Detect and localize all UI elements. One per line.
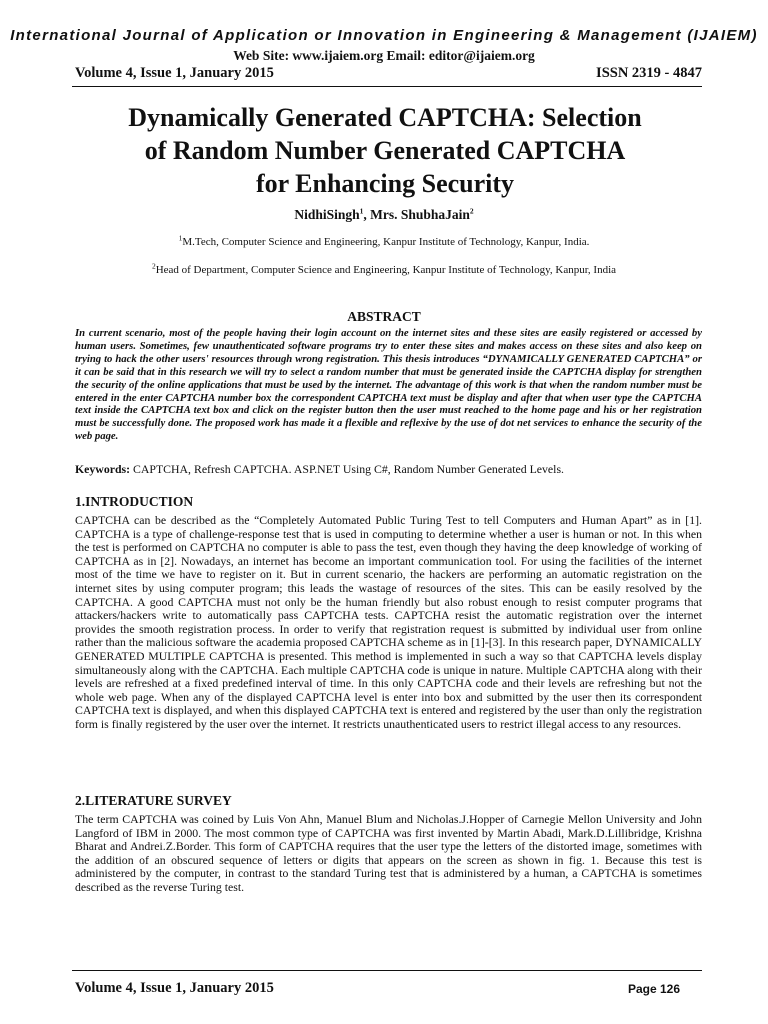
author-2-sup: 2 bbox=[469, 206, 474, 216]
footer-rule bbox=[72, 970, 702, 971]
page-number: Page 126 bbox=[627, 982, 680, 996]
section-heading-introduction: 1.INTRODUCTION bbox=[75, 494, 194, 509]
affiliation-1 bbox=[0, 233, 768, 248]
footer-volume: Volume 4, Issue 1, January 2015 bbox=[75, 980, 274, 996]
title-line-1: Dynamically Generated CAPTCHA: Selection bbox=[128, 103, 642, 132]
title-line-2: of Random Number Generated CAPTCHA bbox=[144, 136, 626, 165]
affiliation-1-text: M.Tech, Computer Science and Engineering, Kanpur Institute of Technology, Kanpur, India. bbox=[182, 236, 590, 248]
author-separator: , bbox=[363, 207, 371, 222]
header-rule bbox=[72, 86, 702, 87]
header-volume: Volume 4, Issue 1, January 2015 bbox=[75, 65, 274, 81]
author-1-sup: 1 bbox=[359, 206, 364, 216]
title-line-3: for Enhancing Security bbox=[255, 169, 515, 198]
author-1: NidhiSingh bbox=[294, 207, 360, 222]
abstract-text: In current scenario, most of the people having their login account on the internet sites and these sites are easily registered or accessed by human users. Sometimes, few unauthenticated software programs try to enter these sites and makes access on these sites and also keep on trying to hack the other users' resources through wrong registration. This thesis introduces “DYNAMICALLY GENERATED CAPTCHA” or it can be said that in this research we will try to select a random number that must be generated inside the CAPTCHA display for strengthen the security of the online applications that must be used by the internet. The advantage of this work is that when the random number must be entered in the enter CAPTCHA number box the correspondent CAPTCHA text must be display and after that when user type the CAPTCHA text inside the CAPTCHA text box and click on the register button then the user must reached to the home page and his or her registration must be successfully done. The proposed work has made it a flexible and reflexive by the use of dot net services to enhance the security of the web page. bbox=[75, 327, 702, 443]
author-list bbox=[0, 207, 768, 223]
author-2: Mrs. ShubhaJain bbox=[370, 207, 470, 222]
keywords-label: Keywords: bbox=[75, 462, 131, 476]
keywords bbox=[75, 462, 702, 476]
section-heading-literature-survey: 2.LITERATURE SURVEY bbox=[75, 793, 232, 808]
journal-website: Web Site: www.ijaiem.org Email: editor@ijaiem.org bbox=[233, 48, 535, 63]
header-issn: ISSN 2319 - 4847 bbox=[596, 65, 702, 81]
section-text-literature-survey: The term CAPTCHA was coined by Luis Von Ahn, Manuel Blum and Nicholas.J.Hopper of Carnegie Mellon University and John Langford of IBM in 2000. The most common type of CAPTCHA was first invented by Martin Abadi, Mark.D.Lillibridge, Krishna Bharat and Andrei.Z.Border. This form of CAPTCHA requires that the user type the letters of the distorted image, sometimes with the addition of an obscured sequence of letters or digits that appears on the screen as shown in fig. 1. Because this test is administered by the computer, in contrast to the standard Turing test that is administered by a human, a CAPTCHA is sometimes described as the reverse Turing test. bbox=[75, 812, 702, 894]
keywords-text: CAPTCHA, Refresh CAPTCHA. ASP.NET Using C#, Random Number Generated Levels. bbox=[130, 462, 564, 476]
affiliation-2 bbox=[0, 261, 768, 276]
affiliation-2-text: Head of Department, Computer Science and Engineering, Kanpur Institute of Technology, Kanpur, India bbox=[155, 264, 617, 276]
paper-title bbox=[60, 101, 710, 200]
affiliation-2-sup: 2 bbox=[151, 261, 156, 271]
journal-name: International Journal of Application or Innovation in Engineering & Management (IJAIEM) bbox=[10, 27, 758, 44]
abstract-heading: ABSTRACT bbox=[347, 309, 421, 324]
affiliation-1-sup: 1 bbox=[178, 233, 183, 243]
section-text-introduction: CAPTCHA can be described as the “Completely Automated Public Turing Test to tell Computers and Human Apart” as in [1]. CAPTCHA is a type of challenge-response test that is used in computing to determine whether a user is human or not. In this when the test is performed on CAPTCHA no computer is able to pass the test, even though they having the deep knowledge of working of CAPTCHA as in [2]. Nowadays, an internet has become an important communication tool. For using the facilities of the internet most of the time we have to register on it. But in current scenario, the hackers are performing an automatic registration on the internet sites by using computer program; this leads the wastage of resources of the sites. This can be easily resolved by the CAPTCHA. A good CAPTCHA must not only be the human friendly but also robust enough to resist computer programs that attackers/hackers write to automatically pass CAPTCHA tests. CAPTCHA resist the automatic registration over the internet provides the smooth registration process. In order to verify that registration request is submitted by individual user from online rather than the malicious software the academia proposed CAPTCHA scheme as in [1]-[3]. In this research paper, DYNAMICALLY GENERATED MULTIPLE CAPTCHA is presented. This method is implemented in such a way so that CAPTCHA levels display simultaneously along with the CAPTCHA. Each multiple CAPTCHA code is unique in nature. Multiple CAPTCHA along with their levels are refreshed at a fixed predefined interval of time. In this only CAPTCHA code and their levels are refreshing but not the whole web page. When any of the displayed CAPTCHA level is enter into box and submitted by the user then its correspondent CAPTCHA text is displayed, and when this displayed CAPTCHA text is entered and registered by the user than only the registration form is finally registered by the user over the internet. It restricts unauthenticated users to restrict illegal access to any resources. bbox=[75, 513, 702, 731]
